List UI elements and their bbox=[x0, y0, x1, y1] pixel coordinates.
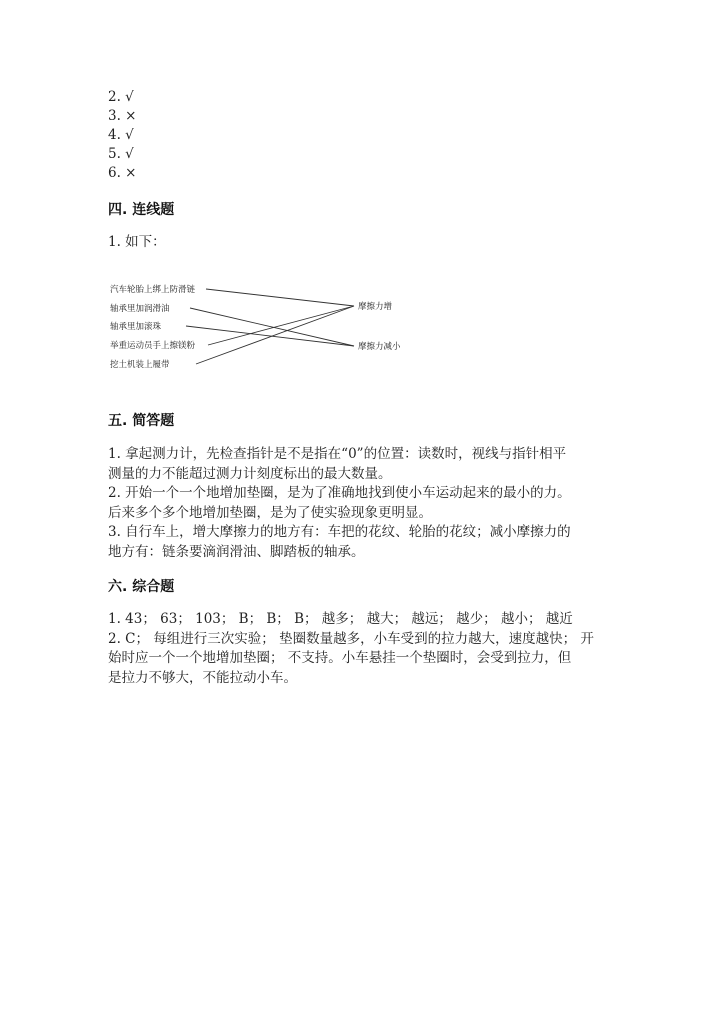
left-item-3: 轴承里加滚珠 bbox=[110, 322, 162, 332]
right-item-2: 摩擦力减小 bbox=[358, 342, 401, 352]
section-5-line: 地方有：链条要滴润滑油、脚踏板的轴承。 bbox=[108, 543, 365, 560]
judge-answer-2: 2. √ bbox=[108, 89, 134, 105]
section-6-body bbox=[108, 610, 618, 688]
section-5-line: 1. 拿起测力计，先检查指针是不是指在“0”的位置：读数时，视线与指针相平 bbox=[108, 446, 567, 462]
judge-answer-5: 5. √ bbox=[108, 146, 134, 162]
section-5-line: 测量的力不能超过测力计刻度标出的最大数量。 bbox=[108, 465, 392, 482]
left-item-2: 轴承里加润滑油 bbox=[110, 304, 170, 314]
matching-diagram bbox=[106, 276, 426, 376]
section-5-line: 3. 自行车上，增大摩擦力的地方有：车把的花纹、轮胎的花纹；减小摩擦力的 bbox=[108, 524, 571, 540]
left-item-4: 举重运动员手上擦镁粉 bbox=[110, 341, 196, 351]
section-5-title: 五. 简答题 bbox=[108, 413, 175, 429]
section-5-line: 后来多个多个地增加垫圈，是为了使实验现象更明显。 bbox=[108, 504, 432, 521]
section-6-title: 六. 综合题 bbox=[108, 579, 175, 595]
connector-lines bbox=[186, 289, 354, 364]
judge-answer-4: 4. √ bbox=[108, 127, 134, 143]
section-4-q1-label: 1. 如下： bbox=[108, 234, 166, 250]
section-4-title: 四. 连线题 bbox=[108, 202, 175, 218]
section-5-line: 2. 开始一个一个地增加垫圈，是为了准确地找到使小车运动起来的最小的力。 bbox=[108, 485, 571, 501]
connector-line-1 bbox=[206, 289, 354, 306]
section-6-line: 是拉力不够大，不能拉动小车。 bbox=[108, 669, 297, 686]
left-item-1: 汽车轮胎上绑上防滑链 bbox=[110, 285, 196, 295]
right-item-1: 摩擦力增 bbox=[358, 302, 393, 312]
connector-line-4 bbox=[208, 306, 354, 345]
left-item-5: 挖土机装上履带 bbox=[110, 360, 170, 370]
judge-answer-3: 3. × bbox=[108, 108, 137, 124]
connector-line-2 bbox=[190, 308, 354, 346]
section-5-body bbox=[108, 445, 618, 562]
section-6-line: 1. 43； 63； 103； B； B； B； 越多； 越大； 越远； 越少； 越小； 越近 bbox=[108, 611, 573, 627]
judge-answer-6: 6. × bbox=[108, 165, 137, 181]
section-6-line: 始时应一个一个地增加垫圈； 不支持。小车悬挂一个垫圈时，会受到拉力，但 bbox=[108, 650, 572, 666]
connector-line-3 bbox=[186, 326, 354, 346]
section-6-line: 2. C； 每组进行三次实验； 垫圈数量越多，小车受到的拉力越大，速度越快； 开 bbox=[108, 630, 594, 647]
